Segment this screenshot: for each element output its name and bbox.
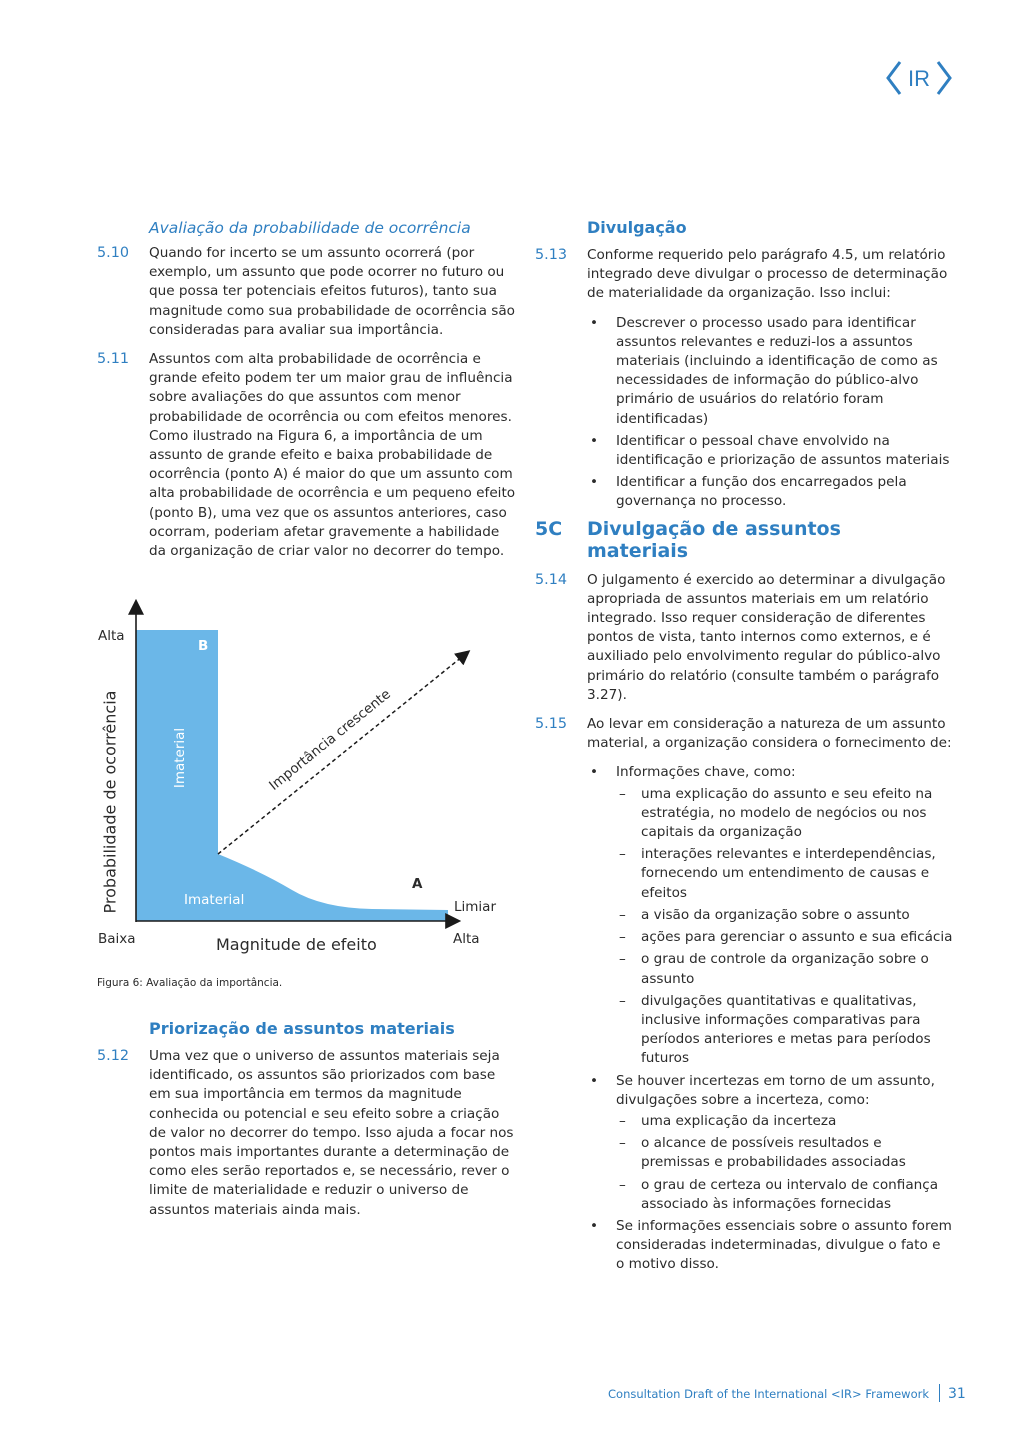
sub-list-item: – o alcance de possíveis resultados e premissas e probabilidades associadas — [616, 1134, 953, 1172]
section-title — [587, 518, 953, 562]
paragraph-text: Conforme requerido pelo parágrafo 4.5, um relatório integrado deve divulgar o processo de determinação de materialidade da organização. Isso inclui: — [587, 247, 948, 302]
sub-list-item: – o grau de certeza ou intervalo de confiança associado às informações fornecidas — [616, 1176, 953, 1214]
paragraph-5-11 — [97, 350, 517, 561]
importance-arrow — [218, 652, 468, 854]
list-item: • Identificar a função dos encarregados pela governança no processo. — [587, 473, 953, 511]
paragraph-number: 5.15 — [535, 716, 568, 733]
importance-chart — [92, 590, 512, 960]
footer-text: Consultation Draft of the International <IR> Framework — [608, 1387, 930, 1401]
y-tick-low: Baixa — [98, 931, 136, 947]
section-title-line: materiais — [587, 539, 689, 562]
threshold-label: Limiar — [454, 899, 496, 915]
paragraph-number: 5.13 — [535, 247, 568, 263]
immaterial-label-horizontal: Imaterial — [184, 892, 245, 908]
left-column-top — [97, 219, 517, 571]
paragraph-5-10 — [97, 244, 517, 340]
heading-disclosure: Divulgação — [587, 218, 687, 237]
sub-list-item: – uma explicação da incerteza — [616, 1112, 953, 1131]
paragraph-text: Quando for incerto se um assunto ocorrerá (por exemplo, um assunto que pode ocorrer no futuro ou que possa ter potenciais efeitos futuros), tanto sua magnitude como sua probabilidade de ocorrência são consideradas para avaliar sua importância. — [149, 245, 515, 338]
ir-logo — [886, 58, 952, 98]
list-item: • Identificar o pessoal chave envolvido na identificação e priorização de assuntos materiais — [587, 432, 953, 470]
heading-prioritization: Priorização de assuntos materiais — [149, 1019, 455, 1038]
x-tick-high: Alta — [453, 931, 480, 947]
point-b-label: B — [198, 638, 209, 654]
list-item: • Descrever o processo usado para identificar assuntos relevantes e reduzi-los a assuntos materiais (incluindo a identificação de como as necessidades de informação do público-alvo primário de usuários do relatório foram identificadas) — [587, 314, 953, 429]
chart-svg — [92, 590, 512, 960]
paragraph-text: Ao levar em consideração a natureza de um assunto material, a organização considera o fornecimento de: — [587, 716, 952, 752]
paragraph-number: 5.11 — [97, 351, 130, 368]
section-title-line: Divulgação de assuntos — [587, 517, 841, 540]
ir-logo-text: IR — [908, 66, 930, 91]
list-item — [587, 763, 953, 1068]
paragraph-text: Assuntos com alta probabilidade de ocorrência e grande efeito podem ter um maior grau de influência sobre avaliações do que assuntos com menor probabilidade de ocorrência ou com efeitos menores. Como ilustrado na Figura 6, a importância de um assunto de grande efeito e baixa probabilidade de ocorrência (ponto A) é maior do que um assunto com alta probabilidade de ocorrência e um pequeno efeito (ponto B), uma vez que os assuntos anteriores, caso ocorram, poderiam afetar gravemente a habilidade da organização de criar valor no decorrer do tempo. — [149, 351, 516, 560]
page-footer — [608, 1384, 966, 1402]
sub-list-item: – a visão da organização sobre o assunto — [616, 906, 953, 925]
section-5c — [535, 518, 953, 562]
sub-list — [616, 785, 953, 1069]
paragraph-text: Uma vez que o universo de assuntos materiais seja identificado, os assuntos são priorizados com base em sua importância em termos da magnitude conhecida ou potencial e seu efeito sobre a criação de valor no decorrer do tempo. Isso ajuda a focar nos pontos mais importantes durante a determinação de como eles serão reportados e, se necessário, rever o limite de materialidade e reduzir o universo de assuntos materiais ainda mais. — [149, 1048, 514, 1218]
bullets-5-13 — [587, 314, 953, 512]
bullets-5-15 — [587, 763, 953, 1274]
list-item-label: Se houver incertezas em torno de um assunto, divulgações sobre a incerteza, como: — [616, 1072, 935, 1108]
paragraph-number: 5.10 — [97, 245, 130, 261]
figure-caption: Figura 6: Avaliação da importância. — [97, 977, 283, 989]
list-item — [587, 1072, 953, 1214]
left-column-bottom — [97, 1019, 517, 1230]
list-item: • Se informações essenciais sobre o assunto forem consideradas indeterminadas, divulgue o fato e o motivo disso. — [587, 1217, 953, 1275]
footer-divider — [939, 1384, 940, 1402]
paragraph-number: 5.14 — [535, 571, 568, 588]
sub-list-item: – ações para gerenciar o assunto e sua eficácia — [616, 928, 953, 947]
paragraph-5-13 — [535, 246, 953, 304]
sub-list — [616, 1112, 953, 1214]
right-column — [535, 218, 953, 1281]
x-axis-label: Magnitude de efeito — [216, 935, 377, 954]
y-axis-label: Probabilidade de ocorrência — [100, 690, 120, 914]
sub-list-item: – o grau de controle da organização sobre o assunto — [616, 950, 953, 988]
point-a-label: A — [412, 876, 423, 892]
importance-arrow-label: Importância crescente — [266, 686, 394, 794]
paragraph-5-14 — [535, 571, 953, 705]
sub-list-item: – divulgações quantitativas e qualitativas, inclusive informações comparativas para períodos anteriores e metas para períodos futuros — [616, 992, 953, 1069]
paragraph-number: 5.12 — [97, 1048, 130, 1064]
paragraph-text: O julgamento é exercido ao determinar a divulgação apropriada de assuntos materiais em um relatório integrado. Isso requer consideração de diferentes pontos de vista, tanto internos como externos, e é auxiliado pelo envolvimento regular do público-alvo primário do relatório (consulte também o parágrafo 3.27). — [587, 571, 946, 703]
immaterial-label-vertical: Imaterial — [172, 727, 188, 789]
section-number: 5C — [535, 517, 563, 540]
heading-probability: Avaliação da probabilidade de ocorrência — [149, 219, 471, 237]
paragraph-5-15 — [535, 715, 953, 753]
y-tick-high: Alta — [98, 628, 125, 644]
paragraph-5-12 — [97, 1047, 517, 1220]
sub-list-item: – interações relevantes e interdependências, fornecendo um entendimento de causas e efeitos — [616, 845, 953, 903]
sub-list-item: – uma explicação do assunto e seu efeito na estratégia, no modelo de negócios ou nos capitais da organização — [616, 785, 953, 843]
page-number: 31 — [948, 1386, 966, 1402]
list-item-label: Informações chave, como: — [616, 764, 796, 781]
